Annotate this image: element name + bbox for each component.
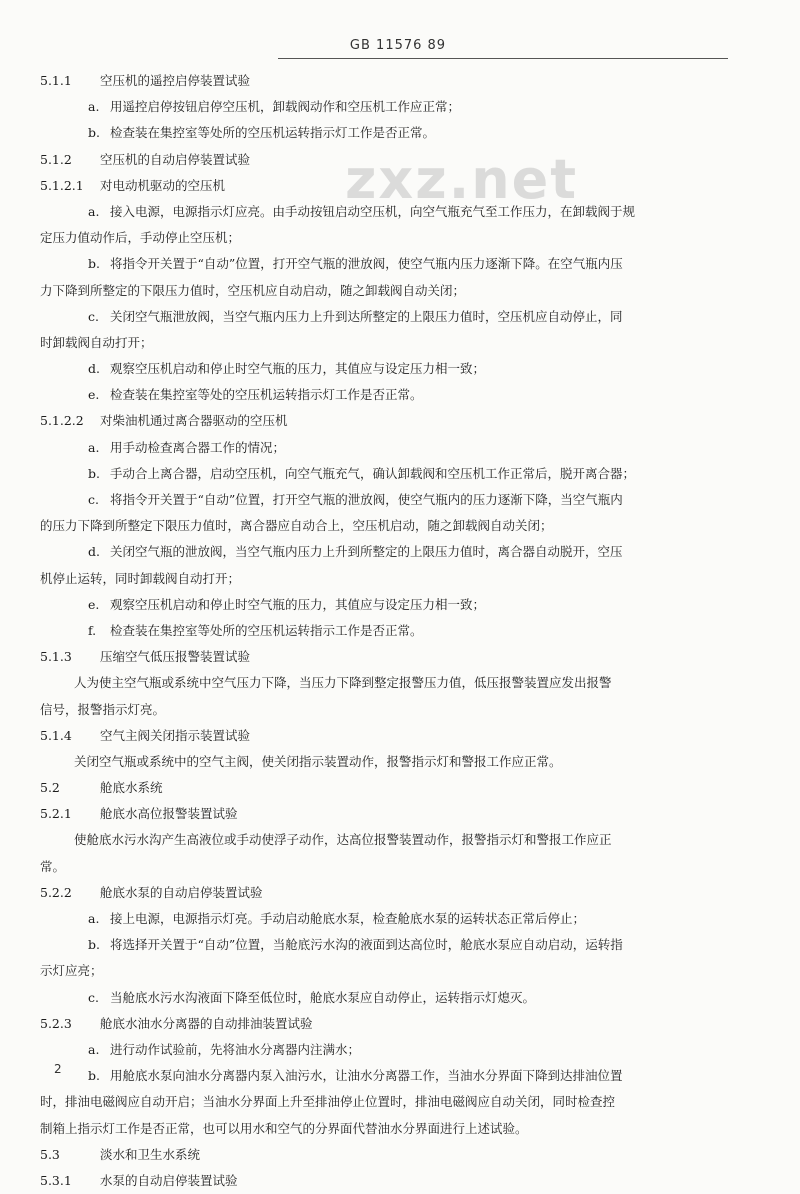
section-number: 5.2.1 [40, 806, 72, 822]
list-marker: d. [88, 361, 100, 377]
list-item-text: 当舱底水污水沟液面下降至低位时，舱底水泵应自动停止，运转指示灯熄灭。 [110, 989, 536, 1005]
list-marker: c. [88, 492, 99, 507]
standard-number: GB 11576 89 [349, 38, 447, 53]
section-heading [40, 68, 740, 94]
section-heading [40, 880, 740, 906]
list-item-text: 检查装在集控室等处所的空压机运转指示工作是否正常。 [110, 622, 423, 638]
section-heading [40, 1011, 740, 1037]
continuation-line: 常。 [40, 858, 66, 874]
list-item [40, 539, 740, 565]
section-title: 舱底水系统 [100, 780, 163, 796]
list-item [40, 356, 740, 382]
list-item-text: 将选择开关置于“自动”位置，当舱底污水沟的液面到达高位时，舱底水泵应自动启动，运转指 [110, 937, 623, 953]
continuation-line: 时，排油电磁阀应自动开启；当油水分界面上升至排油停止位置时，排油电磁阀应自动关闭，同时检查控 [40, 1094, 616, 1110]
list-marker: f. [88, 622, 97, 638]
list-item-text: 用遥控启停按钮启停空压机，卸载阀动作和空压机工作应正常； [110, 99, 461, 115]
list-item [40, 1037, 740, 1063]
section-number: 5.1.2.1 [40, 177, 84, 193]
continuation-line: 的压力下降到所整定下限压力值时，离合器应自动合上，空压机启动，随之卸载阀自动关闭； [40, 518, 553, 534]
section-number: 5.2.3 [40, 1015, 72, 1031]
list-item-text: 关闭空气瓶泄放阀，当空气瓶内压力上升到达所整定的上限压力值时，空压机应自动停止，同 [110, 308, 623, 324]
list-item [40, 906, 740, 932]
list-item-text: 检查装在集控室等处的空压机运转指示灯工作是否正常。 [110, 387, 423, 403]
list-marker: a. [88, 203, 100, 219]
list-item-text: 将指令开关置于“自动”位置，打开空气瓶的泄放阀，使空气瓶内压力逐渐下降。在空气瓶内压 [110, 256, 623, 272]
list-marker: c. [88, 308, 99, 324]
section-title: 空压机的遥控启停装置试验 [100, 73, 251, 88]
list-item [40, 304, 740, 330]
list-marker: d. [88, 544, 100, 560]
list-marker: e. [88, 596, 100, 612]
list-marker: b. [88, 125, 100, 141]
watermark: zxz.net [345, 148, 579, 211]
list-item [40, 932, 740, 958]
list-item [40, 435, 740, 461]
list-item-text: 检查装在集控室等处所的空压机运转指示灯工作是否正常。 [110, 125, 436, 141]
continuation-line: 机停止运转，同时卸载阀自动打开； [40, 570, 241, 586]
paragraph-line: 使舱底水污水沟产生高液位或手动使浮子动作，达高位报警装置动作，报警指示灯和警报工作应正 [74, 832, 612, 848]
continuation-line: 信号，报警指示灯亮。 [40, 701, 166, 717]
list-item-text: 观察空压机启动和停止时空气瓶的压力，其值应与设定压力相一致； [110, 361, 486, 377]
list-marker: a. [88, 911, 100, 926]
continuation-line: 力下降到所整定的下限压力值时，空压机应自动启动，随之卸载阀自动关闭； [40, 282, 466, 298]
paragraph-line: 关闭空气瓶或系统中的空气主阀，使关闭指示装置动作，报警指示灯和警报工作应正常。 [74, 753, 562, 769]
list-item [40, 487, 740, 513]
page-number: 2 [54, 1062, 62, 1076]
section-heading [40, 775, 740, 801]
list-item-text: 接上电源，电源指示灯亮。手动启动舱底水泵，检查舱底水泵的运转状态正常后停止； [110, 911, 586, 926]
list-item-text: 关闭空气瓶的泄放阀，当空气瓶内压力上升到所整定的上限压力值时，离合器自动脱开，空压 [110, 544, 623, 560]
list-marker: b. [88, 937, 100, 953]
section-heading [40, 644, 740, 670]
section-number: 5.1.4 [40, 727, 72, 743]
section-title: 舱底水油水分离器的自动排油装置试验 [100, 1015, 313, 1031]
list-marker: b. [88, 1068, 100, 1084]
list-marker: a. [88, 1041, 100, 1057]
running-header [28, 38, 768, 62]
list-item-text: 接入电源，电源指示灯应亮。由手动按钮启动空压机，向空气瓶充气至工作压力，在卸载阀于规 [110, 203, 636, 219]
list-item [40, 251, 740, 277]
list-item [40, 120, 740, 146]
section-heading [40, 801, 740, 827]
list-item [40, 1063, 740, 1089]
section-title: 空气主阀关闭指示装置试验 [100, 727, 251, 743]
section-title: 空压机的自动启停装置试验 [100, 151, 251, 167]
list-item-text: 手动合上离合器，启动空压机，向空气瓶充气，确认卸载阀和空压机工作正常后，脱开离合器； [110, 465, 636, 481]
list-item-text: 将指令开关置于“自动”位置，打开空气瓶的泄放阀，使空气瓶内的压力逐渐下降，当空气瓶内 [110, 492, 623, 507]
list-marker: a. [88, 439, 100, 455]
list-item [40, 199, 740, 225]
list-item [40, 618, 740, 644]
list-item [40, 985, 740, 1011]
list-item-text: 观察空压机启动和停止时空气瓶的压力，其值应与设定压力相一致； [110, 596, 486, 612]
section-number: 5.1.1 [40, 73, 72, 88]
section-title: 水泵的自动启停装置试验 [100, 1172, 238, 1188]
list-marker: c. [88, 989, 99, 1005]
continuation-line: 示灯应亮； [40, 963, 103, 979]
list-marker: e. [88, 387, 100, 403]
section-heading [40, 147, 740, 173]
list-marker: b. [88, 256, 100, 272]
paragraph-line: 人为使主空气瓶或系统中空气压力下降，当压力下降到整定报警压力值，低压报警装置应发出报警 [74, 675, 612, 691]
list-item [40, 461, 740, 487]
section-number: 5.3 [40, 1146, 60, 1162]
section-heading [40, 173, 740, 199]
list-item [40, 94, 740, 120]
section-title: 舱底水高位报警装置试验 [100, 806, 238, 822]
section-title: 对电动机驱动的空压机 [100, 177, 226, 193]
list-marker: b. [88, 465, 100, 481]
section-heading [40, 1168, 740, 1194]
section-number: 5.2 [40, 780, 60, 796]
list-item-text: 用手动检查离合器工作的情况； [110, 439, 286, 455]
list-item [40, 382, 740, 408]
section-heading [40, 1142, 740, 1168]
section-number: 5.1.3 [40, 649, 72, 665]
header-rule [278, 58, 728, 59]
continuation-line: 定压力值动作后，手动停止空压机； [40, 230, 241, 246]
section-title: 淡水和卫生水系统 [100, 1146, 201, 1162]
section-number: 5.2.2 [40, 884, 72, 900]
section-heading [40, 723, 740, 749]
list-item [40, 592, 740, 618]
list-item-text: 进行动作试验前，先将油水分离器内注满水； [110, 1041, 361, 1057]
list-item-text: 用舱底水泵向油水分离器内泵入油污水，让油水分离器工作，当油水分界面下降到达排油位置 [110, 1068, 623, 1084]
document-body [40, 68, 740, 1194]
section-title: 对柴油机通过离合器驱动的空压机 [100, 413, 288, 429]
continuation-line: 制箱上指示灯工作是否正常，也可以用水和空气的分界面代替油水分界面进行上述试验。 [40, 1120, 528, 1136]
continuation-line: 时卸载阀自动打开； [40, 334, 153, 350]
list-marker: a. [88, 99, 100, 115]
section-number: 5.1.2 [40, 151, 72, 167]
section-title: 舱底水泵的自动启停装置试验 [100, 884, 263, 900]
section-title: 压缩空气低压报警装置试验 [100, 649, 251, 665]
section-number: 5.3.1 [40, 1172, 72, 1188]
section-number: 5.1.2.2 [40, 413, 84, 429]
section-heading [40, 408, 740, 434]
